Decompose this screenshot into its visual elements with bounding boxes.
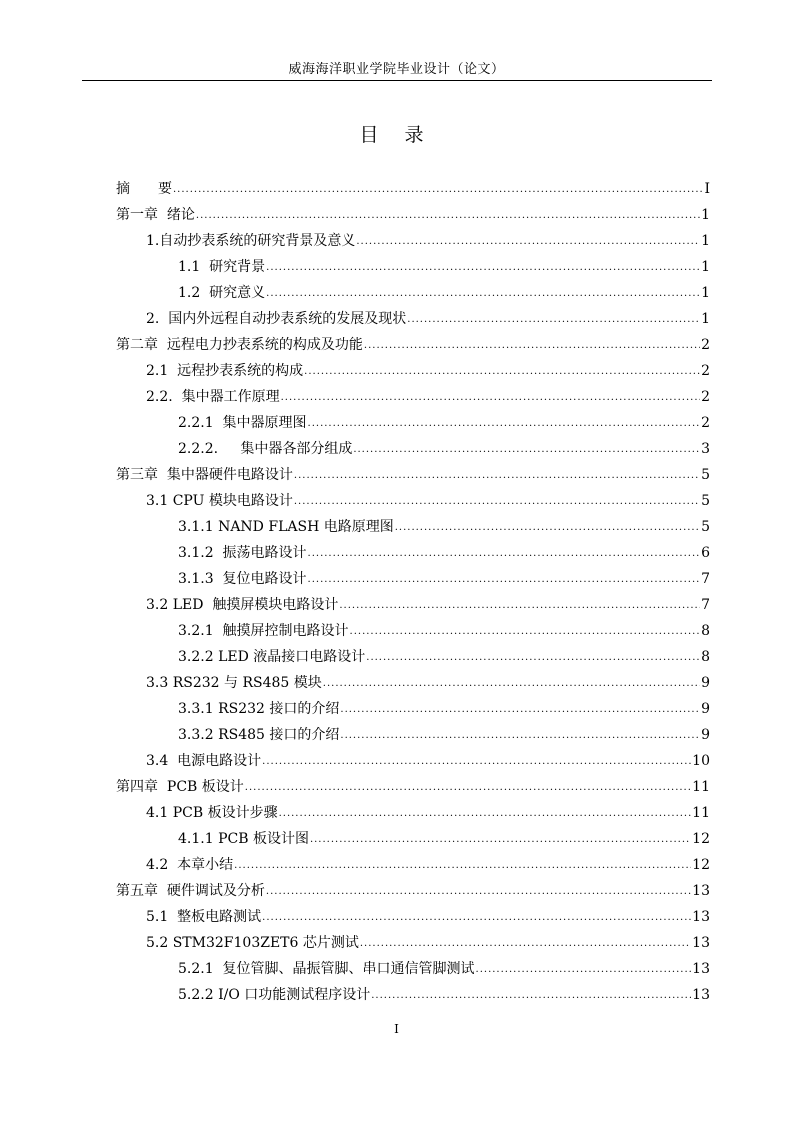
toc-entry[interactable] (116, 204, 710, 224)
toc-entry-label: 2.2.1 集中器原理图 (178, 415, 307, 431)
toc-entry-page: 6 (701, 545, 710, 561)
toc-leader-dots (304, 362, 700, 380)
toc-entry-page: 11 (692, 779, 710, 795)
toc-entry[interactable] (178, 698, 710, 718)
toc-leader-dots (339, 596, 700, 614)
toc-entry[interactable] (146, 360, 710, 380)
toc-entry[interactable] (178, 620, 710, 640)
toc-leader-dots (281, 388, 700, 406)
toc-leader-dots (407, 310, 700, 328)
toc-entry-page: 1 (701, 285, 710, 301)
toc-entry-page: 9 (701, 701, 710, 717)
toc-entry-label: 4.1 PCB 板设计步骤 (146, 805, 278, 821)
toc-entry-label: 2.2. 集中器工作原理 (146, 389, 280, 405)
toc-entry[interactable] (178, 724, 710, 744)
toc-entry[interactable] (116, 464, 710, 484)
toc-entry-page: 13 (692, 961, 710, 977)
toc-entry[interactable] (178, 516, 710, 536)
toc-leader-dots (371, 986, 691, 1004)
toc-entry[interactable] (178, 984, 710, 1004)
toc-entry-label: 3.2 LED 触摸屏模块电路设计 (146, 597, 339, 613)
toc-entry-label: 第二章 远程电力抄表系统的构成及功能 (116, 337, 363, 353)
toc-entry[interactable] (178, 828, 710, 848)
toc-entry-page: 7 (701, 597, 710, 613)
toc-entry-label: 摘 要 (116, 181, 172, 197)
toc-entry[interactable] (146, 672, 710, 692)
toc-entry-label: 5.2 STM32F103ZET6 芯片测试 (146, 935, 359, 951)
toc-leader-dots (360, 934, 691, 952)
toc-entry-page: 1 (701, 207, 710, 223)
toc-entry-page: 12 (692, 857, 710, 873)
toc-entry-label: 3.1.1 NAND FLASH 电路原理图 (178, 519, 394, 535)
toc-leader-dots (308, 570, 701, 588)
toc-entry-page: 1 (701, 233, 710, 249)
toc-entry-page: 3 (701, 441, 710, 457)
toc-entry-label: 2.1 远程抄表系统的构成 (146, 363, 304, 379)
toc-entry-page: I (704, 181, 710, 197)
toc-leader-dots (476, 960, 692, 978)
toc-entry-label: 第三章 集中器硬件电路设计 (116, 467, 293, 483)
page-header: 威海海洋职业学院毕业设计（论文） (288, 62, 505, 77)
toc-leader-dots (350, 622, 701, 640)
toc-entry-label: 3.4 电源电路设计 (146, 753, 262, 769)
toc-entry-page: 13 (692, 883, 710, 899)
toc-leader-dots (356, 232, 700, 250)
toc-entry-label: 1.1 研究背景 (178, 259, 266, 275)
toc-leader-dots (364, 336, 700, 354)
toc-leader-dots (279, 804, 692, 822)
toc-leader-dots (294, 492, 700, 510)
toc-entry-page: 12 (692, 831, 710, 847)
toc-entry[interactable] (116, 880, 710, 900)
toc-leader-dots (173, 180, 703, 198)
toc-entry-page: 10 (692, 753, 710, 769)
toc-entry[interactable] (146, 854, 710, 874)
toc-entry-page: 9 (701, 727, 710, 743)
toc-entry-label: 2. 国内外远程自动抄表系统的发展及现状 (146, 311, 407, 327)
toc-leader-dots (308, 414, 701, 432)
toc-leader-dots (366, 648, 700, 666)
toc-entry-label: 1.自动抄表系统的研究背景及意义 (146, 233, 356, 249)
toc-leader-dots (294, 466, 700, 484)
toc-leader-dots (262, 752, 691, 770)
toc-entry[interactable] (146, 750, 710, 770)
toc-entry-page: 13 (692, 987, 710, 1003)
toc-leader-dots (340, 726, 700, 744)
toc-entry-label: 3.1.3 复位电路设计 (178, 571, 307, 587)
toc-leader-dots (323, 674, 700, 692)
toc-entry-page: 1 (701, 311, 710, 327)
toc-entry-page: 8 (701, 649, 710, 665)
toc-entry-label: 3.3 RS232 与 RS485 模块 (146, 675, 322, 691)
page-number: I (394, 1022, 399, 1036)
toc-entry-label: 4.2 本章小结 (146, 857, 234, 873)
toc-leader-dots (234, 856, 691, 874)
toc-entry-label: 3.2.1 触摸屏控制电路设计 (178, 623, 349, 639)
toc-entry[interactable] (146, 386, 710, 406)
toc-entry[interactable] (178, 438, 710, 458)
toc-entry[interactable] (146, 594, 710, 614)
toc-entry[interactable] (146, 308, 710, 328)
toc-leader-dots (196, 206, 700, 224)
toc-entry-label: 第四章 PCB 板设计 (116, 779, 244, 795)
toc-entry[interactable] (146, 230, 710, 250)
toc-entry[interactable] (178, 412, 710, 432)
toc-entry[interactable] (178, 542, 710, 562)
toc-entry-page: 13 (692, 909, 710, 925)
toc-entry[interactable] (116, 334, 710, 354)
toc-entry[interactable] (178, 958, 710, 978)
toc-entry[interactable] (116, 776, 710, 796)
toc-entry[interactable] (178, 568, 710, 588)
toc-entry-label: 第五章 硬件调试及分析 (116, 883, 265, 899)
toc-leader-dots (340, 700, 700, 718)
toc-leader-dots (245, 778, 691, 796)
toc-entry[interactable] (146, 490, 710, 510)
toc-leader-dots (353, 440, 700, 458)
toc-leader-dots (262, 908, 691, 926)
toc-entry-label: 3.3.1 RS232 接口的介绍 (178, 701, 340, 717)
toc-entry[interactable] (146, 802, 710, 822)
toc-entry-page: 2 (701, 389, 710, 405)
toc-entry[interactable] (146, 906, 710, 926)
toc-entry-page: 2 (701, 415, 710, 431)
toc-entry[interactable] (178, 646, 710, 666)
toc-leader-dots (395, 518, 700, 536)
toc-entry-page: 9 (701, 675, 710, 691)
toc-entry-label: 5.1 整板电路测试 (146, 909, 262, 925)
toc-entry-label: 3.2.2 LED 液晶接口电路设计 (178, 649, 366, 665)
toc-entry-page: 1 (701, 259, 710, 275)
toc-entry-page: 5 (701, 519, 710, 535)
toc-entry-label: 4.1.1 PCB 板设计图 (178, 831, 309, 847)
toc-entry-label: 5.2.1 复位管脚、晶振管脚、串口通信管脚测试 (178, 961, 475, 977)
toc-entry-label: 第一章 绪论 (116, 207, 195, 223)
toc-entry-label: 5.2.2 I/O 口功能测试程序设计 (178, 987, 371, 1003)
toc-entry-label: 3.3.2 RS485 接口的介绍 (178, 727, 340, 743)
toc-entry-label: 3.1.2 振荡电路设计 (178, 545, 307, 561)
toc-leader-dots (266, 258, 700, 276)
toc-entry-label: 2.2.2. 集中器各部分组成 (178, 441, 353, 457)
toc-entry-page: 7 (701, 571, 710, 587)
toc-entry-page: 5 (701, 467, 710, 483)
toc-entry[interactable] (146, 932, 710, 952)
toc-entry-label: 1.2 研究意义 (178, 285, 266, 301)
toc-entry-label: 3.1 CPU 模块电路设计 (146, 493, 293, 509)
toc-entry-page: 2 (701, 363, 710, 379)
toc-entry[interactable] (116, 178, 710, 198)
toc-entry-page: 5 (701, 493, 710, 509)
toc-leader-dots (310, 830, 691, 848)
toc-leader-dots (308, 544, 701, 562)
toc-entry-page: 8 (701, 623, 710, 639)
toc-entry-page: 2 (701, 337, 710, 353)
toc-entry-page: 11 (692, 805, 710, 821)
toc-entry[interactable] (178, 282, 710, 302)
toc-title: 目 录 (359, 124, 434, 146)
toc-entry[interactable] (178, 256, 710, 276)
toc-leader-dots (266, 284, 700, 302)
toc-leader-dots (266, 882, 691, 900)
toc-entry-page: 13 (692, 935, 710, 951)
header-rule (82, 80, 712, 81)
